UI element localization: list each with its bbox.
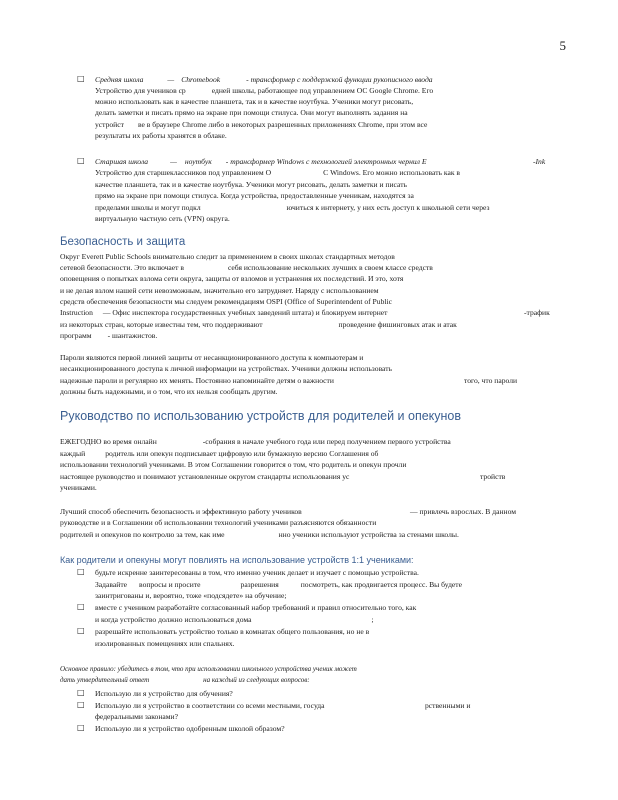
paragraph-line: каждый родитель или опекун подписывает цифровую или бумажную версию Соглашения об bbox=[60, 449, 379, 458]
paragraph-line: руководстве и в Соглашении об использовании технологий учениками разъясняются обязанности bbox=[60, 518, 377, 527]
paragraph-line: Округ Everett Public Schools внимательно следит за применением в своих школах стандартных методов bbox=[60, 252, 395, 261]
high-school-heading-suffix: -Ink bbox=[533, 157, 546, 166]
paragraph-line: средств обеспечения безопасности мы следуем рекомендациям OSPI (Office of Superintendent of Public bbox=[60, 297, 392, 306]
high-school-heading: Старшая школа — ноутбук - трансформер Windows с технологией электронных чернил E bbox=[95, 157, 427, 166]
paragraph-line: пределами школы и могут подкл ючиться к интернету, у них есть доступ к школьной сети через bbox=[95, 203, 490, 212]
paragraph-line: настоящее руководство и понимают установленные округом стандарты использования ус bbox=[60, 472, 350, 481]
paragraph-line: из некоторых стран, которые известны тем, что поддерживают проведение фишинговых атак и атак bbox=[60, 320, 457, 329]
paragraph-line: результаты их работы хранятся в облаке. bbox=[95, 131, 227, 140]
influence-heading: Как родители и опекуны могут повлиять на использование устройств 1:1 учениками: bbox=[60, 555, 414, 565]
question-line: Использую ли я устройство в соответствии со всеми местными, госуда bbox=[95, 701, 325, 710]
paragraph-line: Устройство для старшеклассников под управлением О С Windows. Его можно использовать как в bbox=[95, 168, 461, 177]
paragraph-line: Лучший способ обеспечить безопасность и эффективную работу учеников bbox=[60, 507, 302, 516]
paragraph-line: надежные пароли и регулярно их менять. Постоянно напоминайте детям о важности bbox=[60, 376, 334, 385]
paragraph-line: виртуальную частную сеть (VPN) округа. bbox=[95, 214, 230, 223]
paragraph-line: качестве планшета, так и в качестве ноутбука. Ученики могут рисовать, делать заметки и писать bbox=[95, 180, 407, 189]
question-line: федеральными законами? bbox=[95, 712, 178, 721]
middle-school-heading: Средняя школа — Chromebook - трансформер с поддержкой функции рукописного ввода bbox=[95, 75, 433, 84]
list-item-line: разрешайте использовать устройство только в комнатах общего пользования, но не в bbox=[95, 627, 370, 636]
paragraph-line: можно использовать как в качестве планшета, так и в качестве ноутбука. Ученики могут рисовать, bbox=[95, 97, 414, 106]
paragraph-line: Пароли являются первой линией защиты от несанкционированного доступа к компьютерам и bbox=[60, 353, 364, 362]
paragraph-line-end: — привлечь взрослых. В данном bbox=[410, 507, 517, 516]
list-item-line: будьте искренне заинтересованы в том, что именно ученик делает и изучает с помощью устройства. bbox=[95, 568, 419, 577]
list-item-line: Задавайте вопросы и просите разрешения посмотреть, как продвигается процесс. Вы будете bbox=[95, 580, 462, 589]
guide-heading: Руководство по использованию устройств для родителей и опекунов bbox=[60, 409, 462, 423]
paragraph-line: Instruction — Офис инспектора государственных учебных заведений штата) и блокируем интернет bbox=[60, 308, 388, 317]
paragraph-line: должны быть надежными, и о том, что их нельзя сообщать другим. bbox=[60, 387, 278, 396]
paragraph-line: сетевой безопасности. Это включает в себя использование нескольких лучших в своем классе средств bbox=[60, 263, 433, 272]
list-item-line: вместе с учеником разработайте согласованный набор требований и правил относительно того, как bbox=[95, 603, 417, 612]
paragraph-line: Устройство для учеников ср едней школы, работающее под управлением ОС Google Chrome. Его bbox=[95, 86, 434, 95]
checkbox-bullet-icon: □ bbox=[77, 723, 85, 732]
checkbox-bullet-icon: □ bbox=[77, 700, 85, 709]
security-heading: Безопасность и защита bbox=[60, 236, 186, 248]
paragraph-line-end: тройств bbox=[480, 472, 506, 481]
question-line-end: рственными и bbox=[425, 701, 471, 710]
list-item-line: изолированных помещениях или спальнях. bbox=[95, 639, 235, 648]
paragraph-line-end: -трафик bbox=[524, 308, 550, 317]
paragraph-line: оповещения о попытках взлома сети округа, защиты от взломов и устранения их последствий. И это, хотя bbox=[60, 274, 404, 283]
question-line: Использую ли я устройство одобренным школой образом? bbox=[95, 724, 285, 733]
paragraph-line: прямо на экране при помощи стилуса. Когда устройства, предоставленные ученикам, находятся за bbox=[95, 191, 414, 200]
paragraph-line: несанкционированного доступа к личной информации на устройствах. Ученики должны использовать bbox=[60, 364, 393, 373]
paragraph-line: устройст ве в браузере Chrome либо в некоторых разрешенных приложениях Chrome, при этом все bbox=[95, 120, 428, 129]
checkbox-bullet-icon: □ bbox=[77, 602, 85, 611]
question-line: Использую ли я устройство для обучения? bbox=[95, 689, 233, 698]
list-item-line: заинтригованы и, вероятно, тоже «подсядете» на обучение; bbox=[95, 591, 287, 600]
checkbox-bullet-icon: □ bbox=[77, 567, 85, 576]
paragraph-line: родителей и опекунов по контролю за тем, как име нно ученики используют устройства за стенами школы. bbox=[60, 530, 459, 539]
paragraph-line: ЕЖЕГОДНО во время онлайн -собрания в начале учебного года или перед получением первого устройства bbox=[60, 437, 451, 446]
checkbox-bullet-icon: □ bbox=[77, 74, 85, 83]
list-item-line: и когда устройство должно использоваться дома ; bbox=[95, 615, 374, 624]
paragraph-line: программ - шантажистов. bbox=[60, 331, 158, 340]
paragraph-line: и не делая взлом нашей сети невозможным, значительно его затрудняет. Наряду с использованием bbox=[60, 286, 379, 295]
rule-text: дать утвердительный ответ на каждый из следующих вопросов: bbox=[60, 676, 310, 684]
checkbox-bullet-icon: □ bbox=[77, 688, 85, 697]
paragraph-line: использовании технологий учениками. В этом Соглашении говорится о том, что родитель и опекун прочли bbox=[60, 460, 407, 469]
checkbox-bullet-icon: □ bbox=[77, 626, 85, 635]
rule-text: Основное правило: убедитесь в том, что при использовании школьного устройства ученик может bbox=[60, 665, 357, 673]
paragraph-line: учениками. bbox=[60, 483, 97, 492]
paragraph-line-end: того, что пароли bbox=[464, 376, 518, 385]
page-number: 5 bbox=[559, 38, 566, 53]
paragraph-line: делать заметки и писать прямо на экране при помощи стилуса. Они могут выполнять задания на bbox=[95, 108, 408, 117]
checkbox-bullet-icon: □ bbox=[77, 156, 85, 165]
